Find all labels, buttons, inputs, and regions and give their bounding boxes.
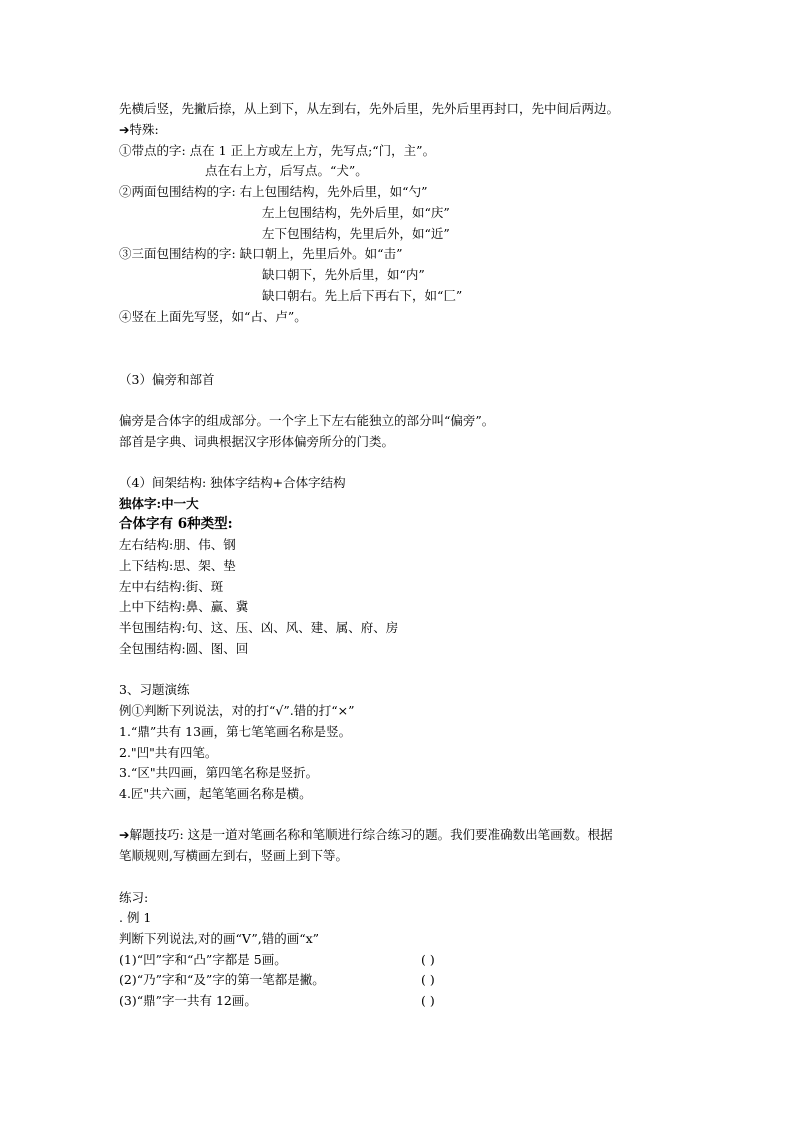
stroke-order-rules: 先横后竖，先撇后捺，从上到下，从左到右，先外后里，先外后里再封口，先中间后两边。 [119, 101, 620, 116]
example-item-4: 4.匠"共六画，起笔笔画名称是横。 [119, 786, 312, 801]
answer-blank-1[interactable]: ( ) [421, 952, 435, 967]
special-rule-two-side-2: 左上包围结构，先外后里，如“庆” [262, 205, 450, 220]
practice-instruction: 判断下列说法,对的画“V”,错的画“x” [119, 931, 320, 946]
answer-blank-3[interactable]: ( ) [421, 993, 435, 1008]
practice-item-2: (2)“乃”字和“及”字的第一笔都是撇。 [119, 972, 325, 987]
example-item-1: 1.“鼎”共有 13画，第七笔笔画名称是竖。 [119, 724, 352, 739]
radicals-paragraph-2: 部首是字典、词典根据汉字形体偏旁所分的门类。 [119, 434, 395, 449]
practice-heading: 练习: [119, 890, 149, 905]
special-rule-three-side: ③三面包围结构的字: 缺口朝上，先里后外。如“击” [119, 246, 403, 261]
special-rule-three-side-3: 缺口朝右。先上后下再右下，如“匚” [262, 288, 463, 303]
example-item-3: 3.“区"共四画，第四笔名称是竖折。 [119, 765, 319, 780]
radicals-paragraph-1: 偏旁是合体字的组成部分。一个字上下左右能独立的部分叫“偏旁”。 [119, 413, 495, 428]
single-character-line: 独体字:中一大 [119, 496, 199, 511]
section-structure-title: （4）间架结构: 独体字结构+合体字结构 [119, 475, 346, 490]
compound-type-top-bottom: 上下结构:思、架、垫 [119, 558, 236, 573]
compound-type-half-enclosed: 半包围结构:句、这、压、凶、风、建、属、府、房 [119, 620, 399, 635]
compound-type-left-middle-right: 左中右结构:街、斑 [119, 579, 224, 594]
compound-type-left-right: 左右结构:朋、伟、钢 [119, 537, 236, 552]
example-instruction: 例①判断下列说法，对的打“√”.错的打“×” [119, 703, 355, 718]
special-rule-three-side-2: 缺口朝下，先外后里，如“内” [262, 267, 425, 282]
compound-types-heading: 合体字有 6种类型: [119, 516, 233, 532]
compound-type-top-middle-bottom: 上中下结构:鼻、赢、冀 [119, 599, 249, 614]
example-item-2: 2."凹"共有四笔。 [119, 745, 218, 760]
special-rule-vertical: ④竖在上面先写竖，如“占、卢”。 [119, 309, 307, 324]
special-rule-two-side: ②两面包围结构的字: 右上包围结构，先外后里，如“勺” [119, 184, 428, 199]
answer-blank-2[interactable]: ( ) [421, 972, 435, 987]
special-rule-dot-cont: 点在右上方，后写点。“犬”。 [205, 163, 368, 178]
tip-line-1: ➔解题技巧: 这是一道对笔画名称和笔顺进行综合练习的题。我们要准确数出笔画数。根据 [119, 827, 613, 842]
special-rule-dot: ①带点的字: 点在 1 正上方或左上方，先写点;“门，主”。 [119, 143, 436, 158]
section-radicals-title: （3）偏旁和部首 [119, 372, 215, 387]
special-rule-two-side-3: 左下包围结构，先里后外，如“近” [262, 226, 450, 241]
tip-line-2: 笔顺规则,写横画左到右，竖画上到下等。 [119, 848, 348, 863]
compound-type-full-enclosed: 全包围结构:圆、图、回 [119, 641, 249, 656]
exercise-title: 3、习题演练 [119, 682, 190, 697]
practice-item-3: (3)“鼎”字一共有 12画。 [119, 993, 257, 1008]
practice-item-1: (1)“凹”字和“凸”字都是 5画。 [119, 952, 287, 967]
practice-example-label: . 例 1 [119, 910, 152, 925]
special-heading: ➔特殊: [119, 122, 159, 137]
